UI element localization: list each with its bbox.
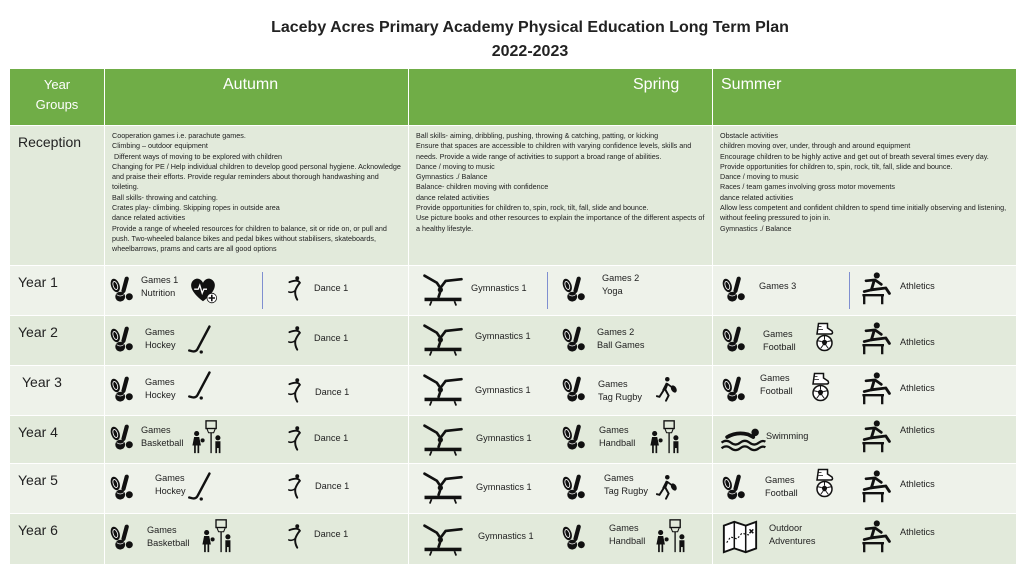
reception-row xyxy=(10,126,1017,266)
activity-label: Athletics xyxy=(900,527,935,537)
activity-label: Games Hockey xyxy=(145,377,176,400)
activity-label: Dance 1 xyxy=(315,481,350,491)
reception-summer-item: Allow less competent and confident children to spend time initially observing and listening, without feeling pressured to join in. xyxy=(720,203,1007,223)
activity-label: Games 2 Yoga xyxy=(602,273,640,296)
reception-spring-item: Dance / moving to music xyxy=(416,161,495,171)
activity-label: Outdoor Adventures xyxy=(769,523,816,546)
year2-autumn-cell xyxy=(105,316,409,366)
hurdler-icon xyxy=(857,370,893,406)
basketball-players-icon xyxy=(189,418,223,456)
activity-label: Swimming xyxy=(766,431,809,441)
year1-summer-cell xyxy=(713,266,1017,316)
activity-label: Games Hockey xyxy=(155,473,186,496)
long-term-plan-table xyxy=(9,68,1017,565)
activity-label: Games Handball xyxy=(599,425,636,448)
sports-equipment-icon xyxy=(561,372,589,406)
activity-label: Dance 1 xyxy=(314,529,349,539)
dancer-icon xyxy=(281,420,307,456)
activity-label: Athletics xyxy=(900,281,935,291)
title-line-2: 2022-2023 xyxy=(491,43,569,60)
activity-label: Athletics xyxy=(900,337,935,347)
dancer-icon xyxy=(281,270,307,306)
reception-summer-item: Races / team games involving gross motor movements xyxy=(720,182,895,192)
basketball-players-icon xyxy=(653,516,687,556)
activity-label: Gymnastics 1 xyxy=(476,433,532,443)
year-row xyxy=(10,416,1017,464)
title-line-1: Laceby Acres Primary Academy Physical Education Long Term Plan xyxy=(271,19,789,36)
activity-label: Games Basketball xyxy=(141,425,184,448)
sports-equipment-icon xyxy=(721,322,749,356)
sports-equipment-icon xyxy=(109,372,137,406)
reception-autumn-item: Crates play- climbing. Skipping ropes in outside area xyxy=(112,203,280,213)
year5-summer-cell xyxy=(713,464,1017,514)
reception-spring-item: dance related activities xyxy=(416,192,490,202)
activity-label: Gymnastics 1 xyxy=(475,385,531,395)
year-groups-line-2: Groups xyxy=(35,97,79,112)
year5-spring-cell xyxy=(409,464,713,514)
activity-label: Games Football xyxy=(763,329,796,352)
reception-spring-item: Provide opportunities for children to, spin, rock, tilt, fall, slide and bounce. xyxy=(416,203,649,213)
year-row xyxy=(10,316,1017,366)
activity-label: Dance 1 xyxy=(314,433,349,443)
activity-label: Gymnastics 1 xyxy=(478,531,534,541)
year-groups-line-1: Year xyxy=(43,77,71,92)
year-row xyxy=(10,464,1017,514)
sports-equipment-icon xyxy=(721,272,749,306)
hockey-stick-icon xyxy=(187,324,217,356)
gymnast-on-beam-icon xyxy=(421,468,465,504)
sports-equipment-icon xyxy=(109,272,137,306)
sports-equipment-icon xyxy=(109,322,137,356)
year-label: Year 1 xyxy=(10,266,105,316)
year-row xyxy=(10,266,1017,316)
sports-equipment-icon xyxy=(561,420,589,454)
reception-autumn-item: dance related activities xyxy=(112,213,186,223)
year-label: Year 2 xyxy=(10,316,105,366)
hockey-stick-icon xyxy=(187,470,217,504)
activity-label: Games Handball xyxy=(609,523,646,546)
activity-label: Athletics xyxy=(900,383,935,393)
basketball-players-icon xyxy=(199,516,233,556)
reception-autumn-item: Provide a range of wheeled resources for children to balance, sit or ride on, or pull and push. Two-wheeled balance bikes and pedal bikes without stabilisers, skateboards, wheelbarrows, prams and carts are all good options xyxy=(112,223,387,254)
football-boot-icon xyxy=(805,320,835,354)
gymnast-on-beam-icon xyxy=(421,270,465,306)
activity-label: Dance 1 xyxy=(314,283,349,293)
sports-equipment-icon xyxy=(721,470,749,504)
activity-label: Games Football xyxy=(765,475,798,498)
hurdler-icon xyxy=(857,468,893,504)
year-label: Year 3 xyxy=(10,366,105,416)
swimmer-icon xyxy=(719,424,767,452)
activity-label: Gymnastics 1 xyxy=(476,482,532,492)
year-row xyxy=(10,366,1017,416)
activity-label: Dance 1 xyxy=(314,333,349,343)
football-boot-icon xyxy=(805,466,835,500)
reception-spring-item: Use picture books and other resources to explain the importance of the different aspects of a healthy lifestyle. xyxy=(416,213,705,233)
activity-label: Athletics xyxy=(900,425,935,435)
summer-header: Summer xyxy=(713,69,1017,126)
year-row xyxy=(10,514,1017,565)
sports-equipment-icon xyxy=(721,372,749,406)
header-row xyxy=(10,69,1017,126)
dancer-icon xyxy=(281,468,307,504)
reception-autumn-item: Climbing – outdoor equipment xyxy=(112,141,208,151)
reception-autumn-cell xyxy=(105,126,409,266)
reception-summer-cell xyxy=(713,126,1017,266)
gymnast-on-beam-icon xyxy=(421,420,465,456)
year2-spring-cell xyxy=(409,316,713,366)
year6-autumn-cell xyxy=(105,514,409,565)
year6-summer-cell xyxy=(713,514,1017,565)
rugby-player-icon xyxy=(653,470,679,504)
sports-equipment-icon xyxy=(561,470,589,504)
reception-autumn-item: Cooperation games i.e. parachute games. xyxy=(112,131,246,140)
activity-label: Athletics xyxy=(900,479,935,489)
year4-autumn-cell xyxy=(105,416,409,464)
reception-autumn-item: Different ways of moving to be explored with children xyxy=(112,151,283,161)
page-title xyxy=(0,16,1024,64)
map-icon xyxy=(721,518,759,556)
year-groups-header xyxy=(10,69,105,126)
reception-spring-item: Balance- children moving with confidence xyxy=(416,182,549,192)
activity-label: Games Basketball xyxy=(147,525,190,548)
sports-equipment-icon xyxy=(109,470,137,504)
sports-equipment-icon xyxy=(109,520,137,554)
activity-label: Gymnastics 1 xyxy=(475,331,531,341)
year-label: Reception xyxy=(10,126,105,266)
football-boot-icon xyxy=(801,370,831,404)
gymnast-on-beam-icon xyxy=(421,320,465,356)
basketball-players-icon xyxy=(647,418,681,456)
activity-label: Games 3 xyxy=(759,281,797,291)
hurdler-icon xyxy=(857,320,893,356)
activity-label: Games 2 Ball Games xyxy=(597,327,645,350)
sports-equipment-icon xyxy=(561,322,589,356)
activity-label: Games Football xyxy=(760,373,793,396)
activity-label: Dance 1 xyxy=(315,387,350,397)
reception-autumn-item: Changing for PE / Help individual children to develop good personal hygiene. Acknowledge and praise their efforts. Provide regular reminders about thorough handwashing and toileting. xyxy=(112,161,401,192)
hurdler-icon xyxy=(857,518,893,554)
year3-spring-cell xyxy=(409,366,713,416)
gymnast-on-beam-icon xyxy=(421,520,465,556)
divider xyxy=(849,272,850,309)
year1-autumn-cell xyxy=(105,266,409,316)
year4-spring-cell xyxy=(409,416,713,464)
year-label: Year 5 xyxy=(10,464,105,514)
reception-autumn-item: Ball skills- throwing and catching. xyxy=(112,192,218,202)
gymnast-on-beam-icon xyxy=(421,370,465,406)
year6-spring-cell xyxy=(409,514,713,565)
dancer-icon xyxy=(281,518,307,554)
year3-summer-cell xyxy=(713,366,1017,416)
activity-label: Games Hockey xyxy=(145,327,176,350)
dancer-icon xyxy=(281,372,307,408)
reception-summer-item: Gymnastics ./ Balance xyxy=(720,223,792,233)
activity-label: Games Tag Rugby xyxy=(604,473,648,496)
reception-summer-item: Encourage children to be highly active and get out of breath several times every day. Provide opportunities for children to, spin, rock, tilt, fall, slide and bounce. xyxy=(720,151,989,171)
year-label: Year 4 xyxy=(10,416,105,464)
reception-spring-item: Ensure that spaces are accessible to children with varying confidence levels, skills and needs. Provide a wide range of activities to support a broad range of abilities. xyxy=(416,141,692,161)
hockey-stick-icon xyxy=(187,370,217,402)
hurdler-icon xyxy=(857,418,893,454)
heart-plus-icon xyxy=(187,274,219,306)
reception-spring-cell xyxy=(409,126,713,266)
activity-label: Games Tag Rugby xyxy=(598,379,642,402)
year2-summer-cell xyxy=(713,316,1017,366)
reception-summer-item: Obstacle activities xyxy=(720,131,778,140)
reception-spring-item: Gymnastics ./ Balance xyxy=(416,172,488,182)
reception-spring-item: Ball skills- aiming, dribbling, pushing, throwing & catching, patting, or kicking xyxy=(416,131,659,140)
year-label: Year 6 xyxy=(10,514,105,565)
divider xyxy=(547,272,548,309)
reception-summer-item: dance related activities xyxy=(720,192,794,202)
rugby-player-icon xyxy=(653,372,679,406)
reception-summer-item: children moving over, under, through and around equipment xyxy=(720,141,911,151)
divider xyxy=(262,272,263,309)
year5-autumn-cell xyxy=(105,464,409,514)
sports-equipment-icon xyxy=(109,420,137,454)
activity-label: Gymnastics 1 xyxy=(471,283,527,293)
year4-summer-cell xyxy=(713,416,1017,464)
hurdler-icon xyxy=(857,270,893,306)
spring-header: Spring xyxy=(409,69,713,126)
autumn-header: Autumn xyxy=(105,69,409,126)
activity-label: Games 1 Nutrition xyxy=(141,275,179,298)
reception-summer-item: Dance / moving to music xyxy=(720,172,799,182)
year3-autumn-cell xyxy=(105,366,409,416)
year1-spring-cell xyxy=(409,266,713,316)
sports-equipment-icon xyxy=(561,272,589,306)
sports-equipment-icon xyxy=(561,520,589,554)
dancer-icon xyxy=(281,320,307,356)
